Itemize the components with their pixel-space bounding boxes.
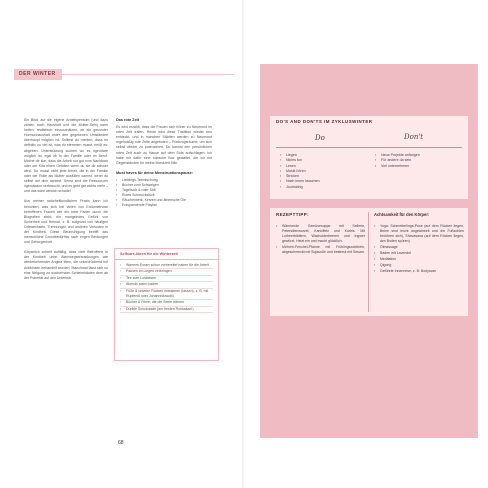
list-item: ▪ Warmes Essen schon vorbereitet haben für die Arbeit [120, 263, 213, 269]
list-item: ▪ Pausen im Liegen verbringen [120, 269, 213, 275]
dos-list [280, 153, 320, 190]
list-item: ▪ Tagebuch & roter Stift [116, 188, 212, 193]
paragraph: Körperlich schreit auffällig, dass viele Betroffene in der Kindheit unter Atemwegserkrankungen wie wiederkehrender Angina litten, die unterdrückend mit Antibiosen behandelt wurden. Manchmal lässt sich so eine Neigung zu wuchernden Schleimhäuten dem ab der Pubertät auf den Unterleib. [24, 250, 108, 280]
list-item: ▪ Yoga: Schmetterlings-Pose (auf dem Rücken liegen, Beine sind leicht angewinkelt und die Fußsohlen berühren sich), Shavasana (auf dem Rücken liegen, den Boden spüren) [374, 224, 464, 244]
paragraph: Aus meiner naturheilkundlichen Praxis kann ich berichten, was sich bei vielen von Endometriose betroffenen Frauen wie ein roter Faden durch die Biografien zieht: ein mangelndes Gefühl von Sicherheit und Heimat, z. B. aufgrund von häufigen Ortswechseln, Trennungen und anderen Verlusten in der Kindheit. Diese Beunruhigung betrifft das menschliche Grundbedürfnis nach engen Bindungen und Geborgenheit. [24, 199, 108, 245]
list-item: ▪ Qigong [374, 263, 464, 268]
list-item: ▪ Lesen [280, 164, 320, 169]
list-item: ▪ Entspannende Playlist [116, 203, 212, 208]
selfcare-box [114, 248, 219, 361]
list-item: ▪ Wärmende Gemüsesuppe mit Sellerie, Petersilienwurzel, Kartoffeln und Kürbis. Mit Lorbeerblättern, Wacholderbeeren und Ingwer gewürzt. Heizt ein und macht glücklich. [276, 224, 365, 244]
list-item: ▪ Füße & unteren Rücken massieren (lassen), z. B. mit Rupfenöl oder Johanniskrautöl [120, 289, 213, 301]
divider [276, 147, 462, 148]
list-item: ▪ Tee zum Loslassen [120, 276, 213, 282]
mindfulness-title: Achtsamkeit für den Körper: [374, 212, 430, 217]
paragraph: Ein Blick auf die eigene Arbeitspensum (und dazu zählen auch Haushalt und die Mutter-Sein) kann helfen, realistisch einzuschätzen, ob ein gesunder Hormonhaushalt unter den gegebenen Umständen überhaupt möglich ist. Solltest du merken, dass es definitiv zu viel ist, was du stemmen musst, heißt es: abgeben. Unterstützung suchen wo es irgendwie möglich ist, egal ob in der Familie oder im Beruf. Mache dir klar, dass die Arbeit nur gut vom Nachbarn oder der Kita einen Gefallen wenn du sie dir schwer wirst. Du musst nicht jede Arbeit, die in der Familie oder der Rolle als Mutter ausfüllen kannst, wenn du selbst auf dich achtest. Senst sind die Ressourcen irgendwann verbraucht, und es geht gar nichts mehr – und das wäre wirklich schade! [24, 118, 108, 194]
recipe-title: REZEPTTIPP: [276, 212, 309, 217]
list-item: ▪ Geführte Innenreise, z. B. Bodyscan [374, 269, 464, 274]
list-item: ▪ Bücher zum Schwelgen [116, 183, 212, 188]
list-item: ▪ Bücher & Filme, die die Seele nähren [120, 300, 213, 306]
do-label: Do [315, 134, 325, 142]
paragraph: Es wird erzählt, dass die Frauen sich früher zu Neumond im roten Zelt trafen. Heute wird diese Tradition wieder neu entdeckt, und in manchen Städten werden zu Neumond regelmäßig rote Zelte angeboten – Rückzugsräume, um sich selbst wieder zu potenzieren. Du kannst den persönlichen roten Zelt auch zu Hause auf dem Sofa aufschlagen. Ich habe mir dafür eine hübsche Box gestaltet, die ich mit Gegenständen für meine Mondzeit fülle. [116, 125, 212, 165]
list-item: ▪ Ölmassage [374, 245, 464, 250]
list-item: ▪ Für andere da sein [375, 158, 420, 163]
mindfulness-list [374, 224, 464, 275]
list-item: ▪ Baden mit Lavendel [374, 251, 464, 256]
list-item: ▪ Meditation [374, 257, 464, 262]
list-item: ▪ Rotes Schmuckstück [116, 193, 212, 198]
list-item: ▪ Möhren-Fenchel-Pfanne mit Frühlingszwiebeln, abgeschmeckt mit Sojasoße und bestreut mit Sesam. [276, 245, 365, 255]
page-number: 68 [118, 440, 124, 446]
list-item: ▪ Abends warm baden [120, 282, 213, 288]
selfcare-title: Selfcare-Ideen für die Winterzeit [115, 249, 218, 260]
section-heading: Must haves für deine Menstruationspause: [116, 170, 194, 175]
body-column-1 [24, 118, 108, 286]
list-item: ▪ Journaling [280, 185, 320, 190]
list-item: ▪ Stricken [280, 174, 320, 179]
list-item: ▪ Räucherwerk, Kerzen und ätherische Öle [116, 198, 212, 203]
list-item: ▪ Nichts tun [280, 158, 320, 163]
column-divider [368, 212, 369, 312]
must-haves-list [116, 178, 212, 209]
recipe-list [276, 224, 365, 256]
list-item: ▪ Neue Projekte anfangen [375, 153, 420, 158]
list-item: ▪ Nach innen lauschen [280, 179, 320, 184]
list-item: ▪ Lieblings-Teemischung [116, 178, 212, 183]
dont-label: Don't [404, 133, 424, 141]
chapter-tag: DER WINTER [14, 69, 62, 80]
list-item: ▪ Musik hören [280, 169, 320, 174]
list-item: ▪ Dunkle Schokolade (am besten Rohkakao!) [120, 307, 213, 313]
selfcare-list [115, 263, 218, 313]
chapter-rule [62, 74, 234, 75]
body-column-2 [116, 118, 212, 215]
dos-donts-title: DO'S AND DON'TS IM ZYKLUSWINTER [276, 119, 373, 124]
list-item: ▪ Liegen [280, 153, 320, 158]
dos-donts-box [270, 116, 468, 199]
donts-list [375, 153, 420, 169]
section-heading: Das rote Zelt [116, 118, 139, 122]
recipe-mindfulness-box [270, 208, 468, 316]
list-item: ▪ Viel unternehmen [375, 164, 420, 169]
